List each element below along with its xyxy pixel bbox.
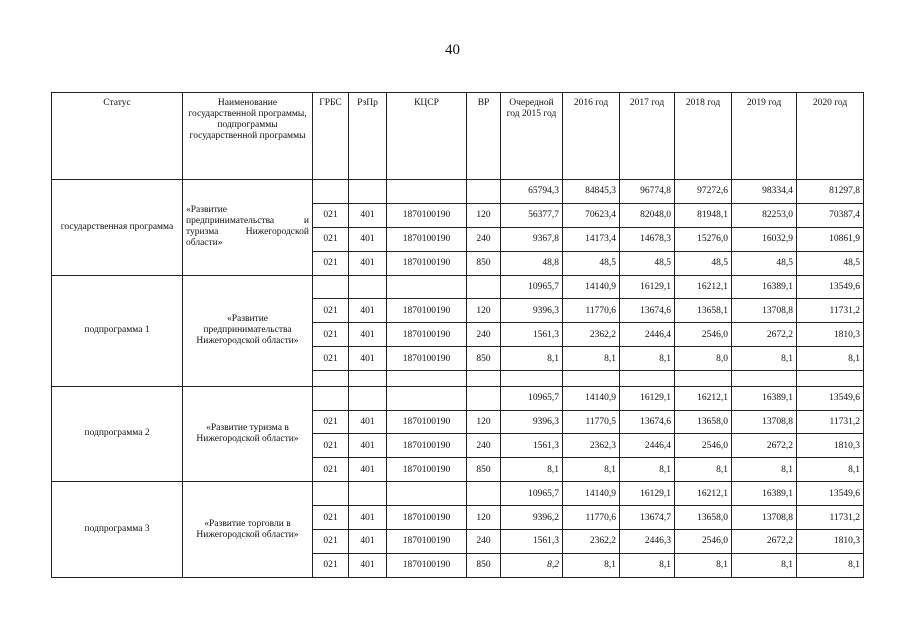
rzpr-cell: 401 — [349, 203, 387, 227]
value-2019-cell: 2672,2 — [732, 434, 797, 458]
rzpr-cell: 401 — [349, 553, 387, 577]
header-year-2016: 2016 год — [563, 93, 620, 180]
vr-cell: 240 — [467, 530, 501, 554]
status-cell: подпрограмма 3 — [52, 482, 183, 578]
kcsr-cell — [387, 275, 467, 299]
header-row — [52, 93, 864, 180]
grbs-cell — [313, 386, 349, 410]
kcsr-cell: 1870100190 — [387, 203, 467, 227]
value-2015-cell: 65794,3 — [501, 180, 563, 204]
kcsr-cell — [387, 482, 467, 506]
vr-cell: 850 — [467, 251, 501, 275]
value-2020-cell: 11731,2 — [797, 299, 864, 323]
value-2018-cell: 8,1 — [675, 458, 732, 482]
header-year-2017: 2017 год — [620, 93, 675, 180]
value-2015-cell: 1561,3 — [501, 323, 563, 347]
vr-cell — [467, 275, 501, 299]
value-2015-cell: 9367,8 — [501, 227, 563, 251]
rzpr-cell: 401 — [349, 506, 387, 530]
kcsr-cell: 1870100190 — [387, 553, 467, 577]
header-vr: ВР — [467, 93, 501, 180]
value-2017-cell: 2446,4 — [620, 434, 675, 458]
value-2020-cell: 70387,4 — [797, 203, 864, 227]
value-2018-cell: 48,5 — [675, 251, 732, 275]
vr-cell — [467, 386, 501, 410]
rzpr-cell: 401 — [349, 530, 387, 554]
value-2017-cell: 48,5 — [620, 251, 675, 275]
kcsr-cell: 1870100190 — [387, 506, 467, 530]
grbs-cell: 021 — [313, 299, 349, 323]
kcsr-cell: 1870100190 — [387, 347, 467, 371]
value-2018-cell: 13658,0 — [675, 410, 732, 434]
grbs-cell: 021 — [313, 203, 349, 227]
value-2015-cell: 8,1 — [501, 347, 563, 371]
kcsr-cell — [387, 386, 467, 410]
rzpr-cell — [349, 482, 387, 506]
value-2019-cell: 13708,8 — [732, 299, 797, 323]
vr-cell: 120 — [467, 203, 501, 227]
value-2016-cell: 11770,6 — [563, 299, 620, 323]
vr-cell — [467, 180, 501, 204]
value-2019-cell: 2672,2 — [732, 323, 797, 347]
rzpr-cell — [349, 386, 387, 410]
value-2020-cell: 10861,9 — [797, 227, 864, 251]
value-2015-cell: 8,1 — [501, 458, 563, 482]
grbs-cell: 021 — [313, 553, 349, 577]
page-number: 40 — [445, 42, 460, 58]
value-2015-cell: 10965,7 — [501, 482, 563, 506]
status-cell: подпрограмма 2 — [52, 386, 183, 482]
value-2019-cell: 8,1 — [732, 458, 797, 482]
vr-cell: 240 — [467, 227, 501, 251]
kcsr-cell: 1870100190 — [387, 410, 467, 434]
value-2017-cell: 13674,6 — [620, 299, 675, 323]
value-2016-cell: 8,1 — [563, 553, 620, 577]
value-2015-cell: 9396,2 — [501, 506, 563, 530]
header-year-2019: 2019 год — [732, 93, 797, 180]
value-2015-cell: 10965,7 — [501, 275, 563, 299]
value-2019-cell: 48,5 — [732, 251, 797, 275]
value-2017-cell: 13674,6 — [620, 410, 675, 434]
value-2016-cell: 14173,4 — [563, 227, 620, 251]
vr-cell: 120 — [467, 506, 501, 530]
value-2019-cell: 98334,4 — [732, 180, 797, 204]
budget-table — [51, 92, 864, 578]
vr-cell: 240 — [467, 434, 501, 458]
value-2020-cell: 13549,6 — [797, 386, 864, 410]
value-2017-cell: 8,1 — [620, 458, 675, 482]
program-name-cell: «Развитие предпринимательства и туризма Нижегородской области» — [183, 180, 313, 276]
status-cell: государственная программа — [52, 180, 183, 276]
value-2016-cell: 2362,2 — [563, 530, 620, 554]
value-2015-cell: 1561,3 — [501, 434, 563, 458]
value-2016-cell: 84845,3 — [563, 180, 620, 204]
grbs-cell: 021 — [313, 410, 349, 434]
rzpr-cell: 401 — [349, 299, 387, 323]
rzpr-cell: 401 — [349, 323, 387, 347]
value-2019-cell: 13708,8 — [732, 506, 797, 530]
value-2018-cell: 16212,1 — [675, 386, 732, 410]
value-2017-cell: 8,1 — [620, 347, 675, 371]
table-row — [52, 386, 864, 410]
vr-cell: 850 — [467, 458, 501, 482]
header-year-2015: Очередной год 2015 год — [501, 93, 563, 180]
value-2015-cell: 10965,7 — [501, 386, 563, 410]
value-2018-cell: 8,0 — [675, 347, 732, 371]
value-2020-cell: 11731,2 — [797, 506, 864, 530]
value-2019-cell: 2672,2 — [732, 530, 797, 554]
value-2018-cell: 81948,1 — [675, 203, 732, 227]
vr-cell — [467, 482, 501, 506]
value-2018-cell: 2546,0 — [675, 323, 732, 347]
value-2015-cell: 9396,3 — [501, 299, 563, 323]
header-status: Статус — [52, 93, 183, 180]
rzpr-cell: 401 — [349, 347, 387, 371]
kcsr-cell: 1870100190 — [387, 227, 467, 251]
value-2020-cell: 11731,2 — [797, 410, 864, 434]
header-name: Наименование государственной программы, подпрограммы государственной программы — [183, 93, 313, 180]
vr-cell: 120 — [467, 410, 501, 434]
header-rzpr: РзПр — [349, 93, 387, 180]
kcsr-cell: 1870100190 — [387, 323, 467, 347]
value-2017-cell: 16129,1 — [620, 386, 675, 410]
header-year-2018: 2018 год — [675, 93, 732, 180]
value-2017-cell: 16129,1 — [620, 275, 675, 299]
program-name-cell: «Развитие торговли в Нижегородской области» — [183, 482, 313, 578]
value-2015-cell: 48,8 — [501, 251, 563, 275]
header-grbs: ГРБС — [313, 93, 349, 180]
program-name-cell: «Развитие предпринимательства Нижегородской области» — [183, 275, 313, 386]
rzpr-cell — [349, 275, 387, 299]
rzpr-cell: 401 — [349, 458, 387, 482]
value-2017-cell: 14678,3 — [620, 227, 675, 251]
table-row — [52, 180, 864, 204]
value-2019-cell: 82253,0 — [732, 203, 797, 227]
kcsr-cell: 1870100190 — [387, 458, 467, 482]
value-2015-cell: 56377,7 — [501, 203, 563, 227]
rzpr-cell: 401 — [349, 410, 387, 434]
value-2018-cell: 13658,0 — [675, 506, 732, 530]
rzpr-cell: 401 — [349, 251, 387, 275]
grbs-cell: 021 — [313, 458, 349, 482]
grbs-cell — [313, 482, 349, 506]
grbs-cell: 021 — [313, 506, 349, 530]
value-2020-cell: 8,1 — [797, 347, 864, 371]
grbs-cell: 021 — [313, 323, 349, 347]
kcsr-cell — [387, 180, 467, 204]
grbs-cell: 021 — [313, 434, 349, 458]
value-2017-cell: 2446,3 — [620, 530, 675, 554]
value-2016-cell: 8,1 — [563, 347, 620, 371]
vr-cell: 850 — [467, 347, 501, 371]
value-2016-cell: 14140,9 — [563, 482, 620, 506]
status-cell: подпрограмма 1 — [52, 275, 183, 386]
value-2017-cell: 2446,4 — [620, 323, 675, 347]
value-2016-cell: 14140,9 — [563, 386, 620, 410]
value-2020-cell: 48,5 — [797, 251, 864, 275]
value-2016-cell: 70623,4 — [563, 203, 620, 227]
header-year-2020: 2020 год — [797, 93, 864, 180]
value-2020-cell: 8,1 — [797, 458, 864, 482]
value-2020-cell: 13549,6 — [797, 275, 864, 299]
value-2016-cell: 48,5 — [563, 251, 620, 275]
value-2020-cell: 8,1 — [797, 553, 864, 577]
value-2016-cell: 11770,5 — [563, 410, 620, 434]
value-2019-cell: 8,1 — [732, 347, 797, 371]
table-row — [52, 275, 864, 299]
grbs-cell: 021 — [313, 347, 349, 371]
program-name-cell: «Развитие туризма в Нижегородской области» — [183, 386, 313, 482]
value-2018-cell: 16212,1 — [675, 275, 732, 299]
grbs-cell — [313, 180, 349, 204]
grbs-cell: 021 — [313, 530, 349, 554]
value-2016-cell: 2362,2 — [563, 323, 620, 347]
kcsr-cell: 1870100190 — [387, 530, 467, 554]
grbs-cell — [313, 275, 349, 299]
value-2020-cell: 81297,8 — [797, 180, 864, 204]
vr-cell: 120 — [467, 299, 501, 323]
rzpr-cell — [349, 180, 387, 204]
vr-cell: 240 — [467, 323, 501, 347]
value-2015-cell: 9396,3 — [501, 410, 563, 434]
value-2017-cell: 8,1 — [620, 553, 675, 577]
value-2020-cell: 1810,3 — [797, 434, 864, 458]
value-2018-cell: 97272,6 — [675, 180, 732, 204]
value-2016-cell: 14140,9 — [563, 275, 620, 299]
value-2020-cell: 1810,3 — [797, 530, 864, 554]
value-2019-cell: 16032,9 — [732, 227, 797, 251]
value-2019-cell: 16389,1 — [732, 275, 797, 299]
value-2020-cell: 13549,6 — [797, 482, 864, 506]
value-2019-cell: 16389,1 — [732, 482, 797, 506]
value-2016-cell: 8,1 — [563, 458, 620, 482]
value-2017-cell: 13674,7 — [620, 506, 675, 530]
value-2015-cell: 1561,3 — [501, 530, 563, 554]
value-2020-cell: 1810,3 — [797, 323, 864, 347]
value-2019-cell: 13708,8 — [732, 410, 797, 434]
header-kcsr: КЦСР — [387, 93, 467, 180]
rzpr-cell: 401 — [349, 434, 387, 458]
value-2015-cell: 8,2 — [501, 553, 563, 577]
value-2018-cell: 8,1 — [675, 553, 732, 577]
table-row — [52, 482, 864, 506]
vr-cell: 850 — [467, 553, 501, 577]
value-2017-cell: 82048,0 — [620, 203, 675, 227]
value-2017-cell: 16129,1 — [620, 482, 675, 506]
value-2018-cell: 15276,0 — [675, 227, 732, 251]
kcsr-cell: 1870100190 — [387, 251, 467, 275]
value-2016-cell: 11770,6 — [563, 506, 620, 530]
grbs-cell: 021 — [313, 227, 349, 251]
value-2018-cell: 2546,0 — [675, 530, 732, 554]
value-2018-cell: 16212,1 — [675, 482, 732, 506]
kcsr-cell: 1870100190 — [387, 299, 467, 323]
value-2017-cell: 96774,8 — [620, 180, 675, 204]
value-2019-cell: 8,1 — [732, 553, 797, 577]
value-2019-cell: 16389,1 — [732, 386, 797, 410]
value-2018-cell: 13658,1 — [675, 299, 732, 323]
value-2016-cell: 2362,3 — [563, 434, 620, 458]
rzpr-cell: 401 — [349, 227, 387, 251]
value-2018-cell: 2546,0 — [675, 434, 732, 458]
grbs-cell: 021 — [313, 251, 349, 275]
kcsr-cell: 1870100190 — [387, 434, 467, 458]
